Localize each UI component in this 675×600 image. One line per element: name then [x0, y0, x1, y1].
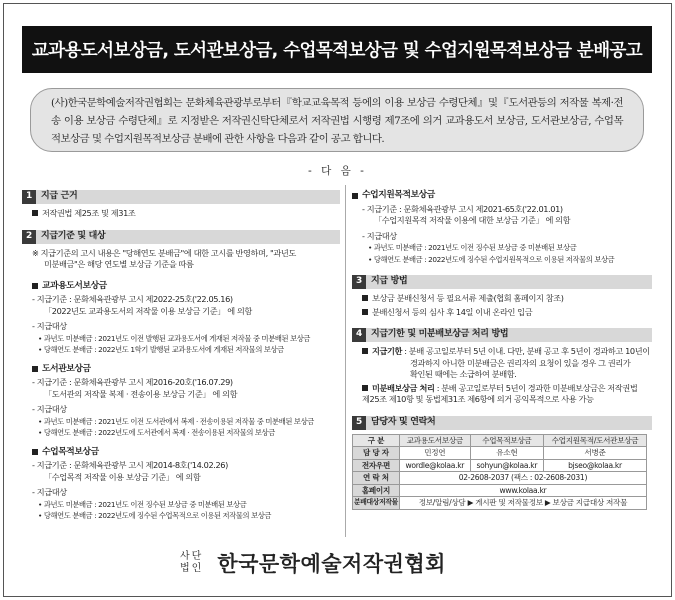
contact-row-homepage: [353, 484, 647, 497]
contact-row-staff: [353, 447, 647, 460]
square-bullet-icon: [32, 366, 38, 372]
unpaid-label: 미분배보상금 처리: [372, 382, 435, 393]
contact-cell: 수업지원목적/도서관보상금: [543, 434, 646, 447]
section-4-title: 지급기한 및 미분배보상금 처리 방법: [371, 329, 509, 340]
library-target: - 지급대상: [32, 404, 67, 414]
library-target-2: • 당해연도 분배금 : 2022년도에 도서관에서 복제 · 전송이용된 저작물의 보상금: [38, 428, 275, 437]
square-bullet-icon: [32, 283, 38, 289]
contact-cell: 전자우편: [353, 459, 400, 472]
support-target-2: • 당해연도 분배금 : 2022년도에 징수된 수업지원목적으로 이용된 저작물의 보상금: [368, 254, 615, 264]
textbook-basis-title: 「2022년도 교과용도서의 저작물 이용 보상금 기준」 에 의함: [44, 305, 252, 316]
deadline-line-1: 지급기한 : 분배 공고일로부터 5년 이내. 다만, 분배 공고 후 5년이 경과하고 10년이: [352, 346, 652, 358]
textbook-target: - 지급대상: [32, 321, 67, 331]
library-target-1: • 과년도 미분배금 : 2021년도 이전 도서관에서 복제 · 전송이용된 저작물 중 미분배된 보상금: [38, 416, 314, 426]
square-bullet-icon: [362, 385, 368, 391]
section-4-number: 4: [352, 328, 366, 342]
contact-cell: 연 락 처: [353, 472, 400, 485]
library-heading: 도서관보상금: [22, 364, 340, 376]
section-3-title: 지급 방법: [371, 276, 408, 287]
section-1-title: 지급 근거: [41, 191, 78, 202]
legal-entity-label: 사단 법인: [180, 551, 204, 574]
square-bullet-icon: [32, 210, 38, 216]
square-bullet-icon: [352, 193, 358, 199]
textbook-target-1: • 과년도 미분배금 : 2021년도 이전 발행된 교과용도서에 게재된 저작물 중 미분배된 보상금: [38, 333, 311, 343]
organization-name: 한국문학예술저작권협회: [217, 552, 446, 576]
support-basis-title: 「수업지원목적 저작물 이용에 대한 보상금 기준」 에 의함: [374, 215, 571, 225]
deadline-label: 지급기한: [372, 346, 403, 356]
section-5-header: [352, 416, 652, 430]
textbook-target-2: • 당해연도 분배금 : 2022년도 1학기 발행된 교과용도서에 게재된 저작물의 보상금: [38, 345, 284, 354]
support-target: - 지급대상: [362, 230, 397, 241]
square-bullet-icon: [32, 449, 38, 455]
email-link[interactable]: sohyun@kolaa.kr: [470, 459, 543, 472]
section-5-number: 5: [352, 416, 366, 430]
footer-signature: [180, 548, 446, 578]
phone-number: 02-2608-2037 (팩스 : 02-2608-2031): [399, 472, 646, 485]
contact-cell: 교과용도서보상금: [399, 434, 470, 447]
email-link[interactable]: bjseo@kolaa.kr: [543, 459, 646, 472]
section-2-header: [22, 230, 340, 244]
deadline-line-3: 확인된 때에는 소급하여 분배함.: [410, 369, 517, 379]
square-bullet-icon: [362, 309, 368, 315]
class-basis: - 지급기준 : 문화체육관광부 고시 제2014-8호('14.02.26): [32, 460, 228, 470]
support-basis: - 지급기준 : 문화체육관광부 고시 제2021-65호('22.01.01): [362, 203, 563, 214]
section-1-header: [22, 190, 340, 204]
textbook-basis: - 지급기준 : 문화체육관광부 고시 제2022-25호('22.05.16): [32, 294, 233, 304]
contact-row-header: [353, 434, 647, 447]
section-3-header: [352, 275, 652, 289]
contact-row-works: [353, 497, 647, 510]
section-2-title: 지급기준 및 대상: [41, 230, 106, 241]
contact-cell: 수업목적보상금: [470, 434, 543, 447]
contact-cell: 담 당 자: [353, 447, 400, 460]
contact-table: [352, 434, 647, 510]
section-5-title: 담당자 및 연락처: [371, 416, 436, 427]
section-1-item: 저작권법 제25조 및 제31조: [22, 208, 340, 220]
contact-cell: 민정연: [399, 447, 470, 460]
right-column: [352, 190, 652, 510]
works-path: 정보/알림/상담 ▶ 게시판 및 저작물정보 ▶ 보상금 지급대상 저작물: [399, 497, 646, 510]
section-2-note-line-2: 미분배금"은 해당 연도별 보상금 기준을 따름: [44, 259, 194, 269]
unpaid-line-2: 제25조 제10항 및 동법제31조 제6항에 의거 공익목적으로 사용 가능: [362, 394, 594, 404]
homepage-link[interactable]: www.kolaa.kr: [399, 484, 646, 497]
section-4-header: [352, 328, 652, 342]
support-heading: 수업지원목적보상금: [352, 190, 652, 202]
class-target: - 지급대상: [32, 487, 67, 497]
section-divider-text: - 다 음 -: [308, 165, 367, 177]
deadline-line-2: 경과하지 아니한 미분배금은 권리자의 요청이 있을 경우 그 권리가: [410, 357, 631, 368]
library-basis: - 지급기준 : 문화체육관광부 고시 제2016-20호('16.07.29): [32, 377, 233, 387]
contact-cell: 구 분: [353, 434, 400, 447]
library-basis-title: 「도서관의 저작물 복제 · 전송이용 보상금 기준」 에 의함: [44, 388, 238, 399]
class-basis-title: 「수업목적 저작물 이용 보상금 기준」 에 의함: [44, 471, 201, 482]
section-2-note-line-1: ※ 지급기준의 고시 내용은 "당해연도 분배금"에 대한 고시를 반영하며, "과년도: [32, 247, 296, 258]
contact-row-phone: [353, 472, 647, 485]
method-1: 보상금 분배신청서 등 필요서류 제출(협회 홈페이지 참조): [352, 293, 652, 305]
contact-row-email: [353, 459, 647, 472]
section-1-number: 1: [22, 190, 36, 204]
square-bullet-icon: [362, 295, 368, 301]
support-target-1: • 과년도 미분배금 : 2021년도 이전 징수된 보상금 중 미분배된 보상금: [368, 243, 577, 252]
textbook-heading: 교과용도서보상금: [22, 281, 340, 293]
intro-paragraph: (사)한국문학예술저작권협회는 문화체육관광부로부터『학교교육목적 등에의 이용 보상금 수령단체』및『도서관등의 저작물 복제·전송 이용 보상금 수령단체』로 지정받은 저작권신탁단체로서 저작권법 시행령 제7조에 의거 교과용도서 보상금, 도서관보상금, 수업목적보상금 및 수업지원목적보상금 분배에 관한 사항을 다음과 같이 공고 합니다.: [30, 88, 644, 152]
section-2-number: 2: [22, 230, 36, 244]
column-divider: [345, 185, 346, 537]
contact-cell: 홈페이지: [353, 484, 400, 497]
unpaid-line-1: 미분배보상금 처리 : 분배 공고일로부터 5년이 경과한 미분배보상금은 저작권법: [352, 383, 652, 395]
email-link[interactable]: wordle@kolaa.kr: [399, 459, 470, 472]
contact-cell: 서병준: [543, 447, 646, 460]
notice-title: 교과용도서보상금, 도서관보상금, 수업목적보상금 및 수업지원목적보상금 분배공고: [22, 26, 652, 73]
method-2: 분배신청서 등의 심사 후 14일 이내 온라인 입금: [352, 307, 652, 319]
contact-cell: 분배대상저작물: [353, 497, 400, 510]
class-target-2: • 당해연도 분배금 : 2022년도에 징수된 수업목적으로 이용된 저작물의 보상금: [38, 511, 272, 520]
class-heading: 수업목적보상금: [22, 447, 340, 459]
class-target-1: • 과년도 미분배금 : 2021년도 이전 징수된 보상금 중 미분배된 보상금: [38, 499, 247, 509]
note-mark: ※: [32, 247, 39, 258]
section-3-number: 3: [352, 275, 366, 289]
contact-cell: 유소현: [470, 447, 543, 460]
square-bullet-icon: [362, 348, 368, 354]
left-column: [22, 190, 340, 522]
